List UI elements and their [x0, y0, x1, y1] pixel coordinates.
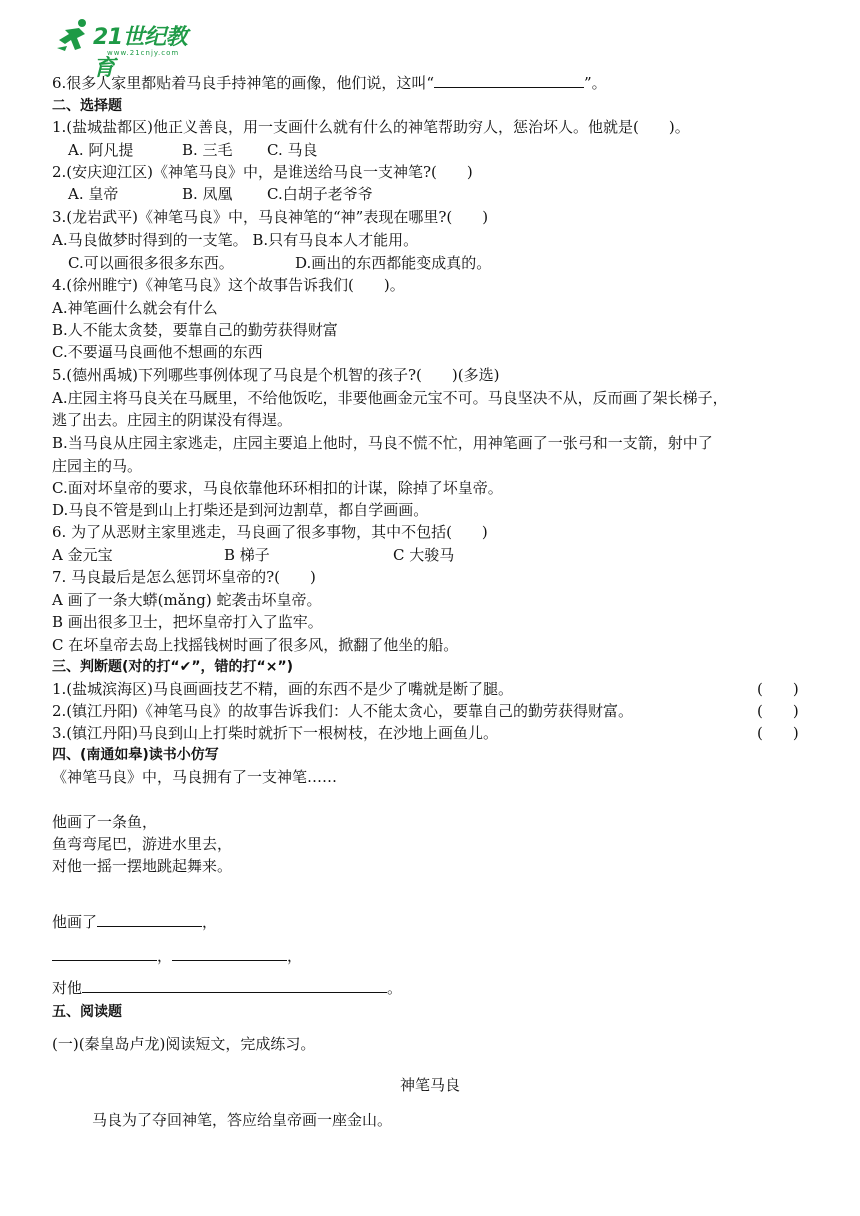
fill-line-2: ， ，: [52, 944, 302, 967]
option-a: A.庄园主将马良关在马厩里，不给他饭吃，非要他画金元宝不可。马良坚决不从，反而画了架长梯子，: [52, 389, 728, 407]
question-stem: 6. 为了从恶财主家里逃走，马良画了很多事物，其中不包括( ): [52, 523, 488, 541]
option-b: B.人不能太贪婪，要靠自己的勤劳获得财富: [52, 321, 338, 339]
runner-icon: [55, 18, 93, 54]
question-stem: 5.(德州禹城)下列哪些事例体现了马良是个机智的孩子?( )(多选): [52, 366, 500, 384]
option-a-cont: 逃了出去。庄园主的阴谋没有得逞。: [52, 411, 293, 429]
question-stem: 1.(盐城盐都区)他正义善良，用一支画什么就有什么的神笔帮助穷人，惩治坏人。他就是( )。: [52, 118, 690, 136]
judge-item: 3.(镇江丹阳)马良到山上打柴时就折下一根树枝，在沙地上画鱼儿。: [52, 724, 499, 742]
option-b-cont: 庄园主的马。: [52, 457, 143, 475]
answer-blank[interactable]: [434, 71, 584, 88]
answer-blank[interactable]: [82, 976, 387, 993]
logo-text: 21世纪教育: [93, 25, 188, 81]
option-b: B 画出很多卫士，把坏皇帝打入了监牢。: [52, 613, 323, 631]
question-stem: 2.(安庆迎江区)《神笔马良》中，是谁送给马良一支神笔?( ): [52, 163, 473, 181]
poem-line: 他画了一条鱼，: [52, 813, 158, 831]
option-c: C.面对坏皇帝的要求，马良依靠他环环相扣的计谋，除掉了坏皇帝。: [52, 479, 503, 497]
reading-sub: (一)(秦皇岛卢龙)阅读短文，完成练习。: [52, 1035, 316, 1053]
answer-blank[interactable]: [52, 944, 157, 961]
option-c: C.不要逼马良画他不想画的东西: [52, 343, 263, 361]
judge-item: 2.(镇江丹阳)《神笔马良》的故事告诉我们：人不能太贪心，要靠自己的勤劳获得财富。: [52, 702, 634, 720]
answer-blank[interactable]: [172, 944, 287, 961]
section-title: 四、(南通如皋)读书小仿写: [52, 747, 219, 763]
passage-title: 神笔马良: [399, 1076, 460, 1094]
poem-line: 对他一摇一摆地跳起舞来。: [52, 857, 233, 875]
answer-paren[interactable]: ( ): [757, 680, 799, 698]
option-b: B.当马良从庄园主家逃走，庄园主要追上他时，马良不慌不忙，用神笔画了一张弓和一支箭，射中了: [52, 434, 713, 452]
answer-paren[interactable]: ( ): [757, 702, 799, 720]
option-a: A. 皇帝: [68, 185, 119, 203]
option-c: C.白胡子老爷爷: [267, 185, 373, 203]
option-c: C.可以画很多很多东西。: [68, 254, 234, 272]
judge-item: 1.(盐城滨海区)马良画画技艺不精，画的东西不是少了嘴就是断了腿。: [52, 680, 514, 698]
option-b: B. 凤凰: [182, 185, 233, 203]
option-b: B 梯子: [224, 546, 270, 564]
option-ab: A.马良做梦时得到的一支笔。 B.只有马良本人才能用。: [52, 231, 419, 249]
answer-blank[interactable]: [97, 910, 202, 927]
option-c: C 在坏皇帝去岛上找摇钱树时画了很多风，掀翻了他坐的船。: [52, 636, 459, 654]
poem-line: 鱼弯弯尾巴，游进水里去，: [52, 835, 233, 853]
option-a: A.神笔画什么就会有什么: [52, 299, 218, 317]
section-title: 五、阅读题: [52, 1004, 122, 1020]
question-stem: 3.(龙岩武平)《神笔马良》中，马良神笔的“神”表现在哪里?( ): [52, 208, 489, 226]
logo-url: www.21cnjy.com: [107, 49, 180, 57]
section-title: 三、判断题(对的打“✔”，错的打“×”): [52, 659, 294, 675]
option-a: A 画了一条大蟒(mǎng) 蛇袭击坏皇帝。: [52, 591, 322, 609]
section-title: 二、选择题: [52, 98, 122, 114]
intro-text: 《神笔马良》中，马良拥有了一支神笔……: [52, 768, 338, 786]
question-stem: 7. 马良最后是怎么惩罚坏皇帝的?( ): [52, 568, 316, 586]
passage-paragraph: 马良为了夺回神笔，答应给皇帝画一座金山。: [92, 1111, 393, 1129]
question-stem: 4.(徐州睢宁)《神笔马良》这个故事告诉我们( )。: [52, 276, 405, 294]
option-a: A. 阿凡提: [68, 141, 134, 159]
option-c: C 大骏马: [393, 546, 455, 564]
option-b: B. 三毛: [182, 141, 233, 159]
answer-paren[interactable]: ( ): [757, 724, 799, 742]
logo: [55, 18, 195, 81]
option-d: D.马良不管是到山上打柴还是到河边割草，都自学画画。: [52, 501, 429, 519]
fill-line-1: 他画了 ，: [52, 910, 217, 933]
question-text: 6.很多人家里都贴着马良手持神笔的画像，他们说，这叫“: [52, 74, 434, 92]
fill-question-6: 6.很多人家里都贴着马良手持神笔的画像，他们说，这叫“ ”。: [52, 71, 607, 94]
option-a: A 金元宝: [52, 546, 113, 564]
fill-line-3: 对他 。: [52, 976, 402, 999]
option-d: D.画出的东西都能变成真的。: [295, 254, 492, 272]
option-c: C. 马良: [267, 141, 318, 159]
